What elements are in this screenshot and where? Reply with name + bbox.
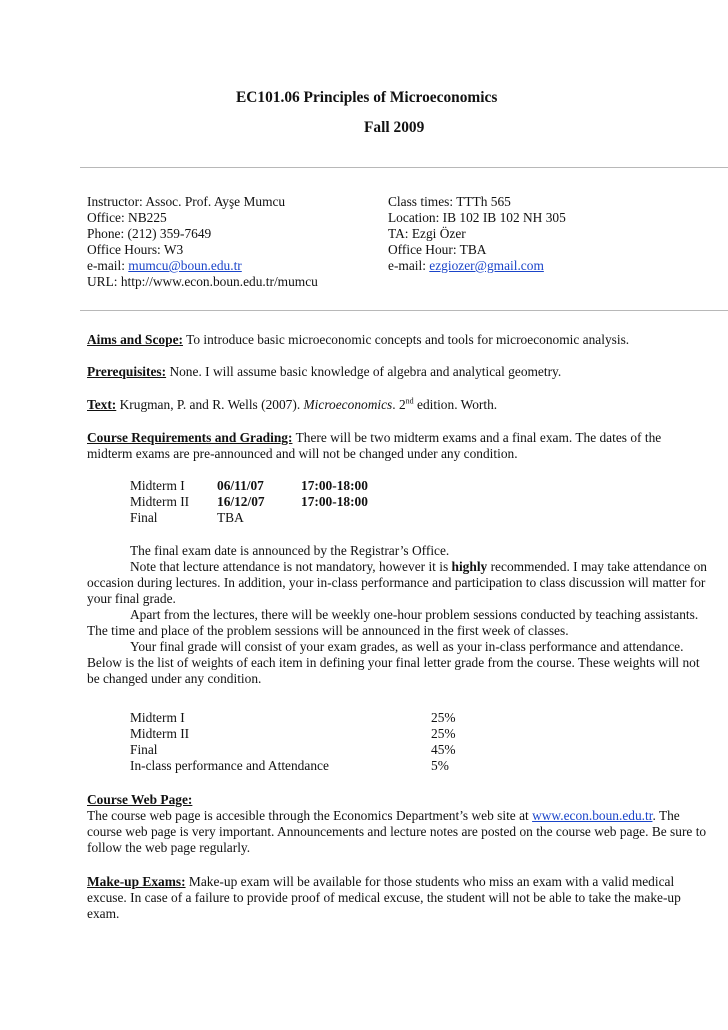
textbook-section [87,397,497,413]
instructor-office: Office: NB225 [87,210,167,225]
requirements-line-1 [87,430,661,446]
info-divider [80,310,728,311]
prereq-heading: Prerequisites: [87,364,167,379]
weight-value: 5% [431,758,449,773]
header-divider [80,167,728,168]
course-term: Fall 2009 [364,119,425,136]
weight-value: 25% [431,710,456,725]
instructor-email-link[interactable]: mumcu@boun.edu.tr [128,258,242,273]
textbook-edition-sup: nd [405,396,414,406]
textbook-heading: Text: [87,397,117,412]
email-label: e-mail: [87,258,129,273]
makeup-heading: Make-up Exams: [87,874,186,889]
grade-weights-table [130,710,470,774]
exam-date: 06/11/07 [217,478,264,493]
exam-row [130,478,430,494]
paragraph-final-grade: Your final grade will consist of your exam grades, as well as your in-class performance and attendance. Below is the list of weights of each item in defining your final letter grade from the course. These weights will not be changed under any condition. [87,639,700,686]
weight-row [130,742,470,758]
instructor-name: Instructor: Assoc. Prof. Ayşe Mumcu [87,194,286,209]
econ-website-link[interactable]: www.econ.boun.edu.tr [532,808,653,823]
weight-row [130,710,470,726]
exam-name: Final [130,510,158,525]
exam-time: 17:00-18:00 [301,478,368,493]
exam-row [130,494,430,510]
textbook-edition-num: . 2 [392,397,406,412]
prereq-section [87,364,561,380]
webpage-text-period: . [652,808,656,823]
instructor-phone: Phone: (212) 359-7649 [87,226,212,241]
exam-time: 17:00-18:00 [301,494,368,509]
aims-section [87,332,629,348]
textbook-authors: Krugman, P. and R. Wells (2007). [116,397,304,412]
ta-email-link[interactable]: ezgiozer@gmail.com [429,258,544,273]
weight-item: In-class performance and Attendance [130,758,329,773]
requirements-heading: Course Requirements and Grading: [87,430,293,445]
webpage-heading-line [87,792,192,808]
attendance-highlight: highly [451,559,488,574]
paragraph-final-exam: The final exam date is announced by the Registrar’s Office. [130,543,450,558]
exam-date: TBA [217,510,244,525]
weight-item: Midterm II [130,726,190,741]
class-times: Class times: TTTh 565 [388,194,511,209]
ta-email-label: e-mail: [388,258,430,273]
course-title: EC101.06 Principles of Microeconomics [236,89,498,106]
textbook-rest: edition. Worth. [413,397,498,412]
attendance-text-1: Note that lecture attendance is not mandatory, however it is [130,559,452,574]
exam-name: Midterm II [130,494,190,509]
makeup-paragraph [87,874,712,922]
attendance-text-2: recommended. I may take attendance on occasion during lectures. In addition, your in-class performance and participation to class discussion will matter for your final grade. [87,559,707,606]
weight-item: Midterm I [130,710,185,725]
ta-office-hour: Office Hour: TBA [388,242,487,257]
exam-name: Midterm I [130,478,185,493]
paragraph-problem-sessions: Apart from the lectures, there will be weekly one-hour problem sessions conducted by teaching assistants. The time and place of the problem sessions will be announced in the first week of classes. [87,607,699,638]
prereq-text: None. I will assume basic knowledge of algebra and analytical geometry. [166,364,562,379]
requirements-text-1: There will be two midterm exams and a final exam. The dates of the [292,430,662,445]
instructor-email-line [87,258,242,274]
requirements-line-2: midterm exams are pre-announced and will not be changed under any condition. [87,446,518,461]
webpage-text-1: The course web page is accesible through the Economics Department’s web site at [87,808,533,823]
weight-row [130,758,470,774]
makeup-text: Make-up exam will be available for those students who miss an exam with a valid medical excuse. In case of a failure to provide proof of medical excuse, the student will not be able to take the make-up exam. [87,874,681,921]
weight-value: 45% [431,742,456,757]
exam-schedule-table [130,478,430,526]
exam-row [130,510,430,526]
webpage-paragraph [87,808,712,856]
exam-date: 16/12/07 [217,494,265,509]
textbook-title: Microeconomics [303,397,393,412]
aims-text: To introduce basic microeconomic concepts and tools for microeconomic analysis. [182,332,630,347]
aims-heading: Aims and Scope: [87,332,183,347]
webpage-text-2: The course web page is very important. Announcements and lecture notes are posted on the course web page. Be sure to follow the web page regularly. [87,808,707,855]
weight-value: 25% [431,726,456,741]
class-location: Location: IB 102 IB 102 NH 305 [388,210,566,225]
weight-item: Final [130,742,158,757]
ta-name: TA: Ezgi Özer [388,226,466,241]
webpage-heading: Course Web Page: [87,792,193,807]
ta-email-line [388,258,544,274]
weight-row [130,726,470,742]
instructor-url: URL: http://www.econ.boun.edu.tr/mumcu [87,274,318,289]
paragraph-attendance [87,559,712,607]
instructor-office-hours: Office Hours: W3 [87,242,184,257]
